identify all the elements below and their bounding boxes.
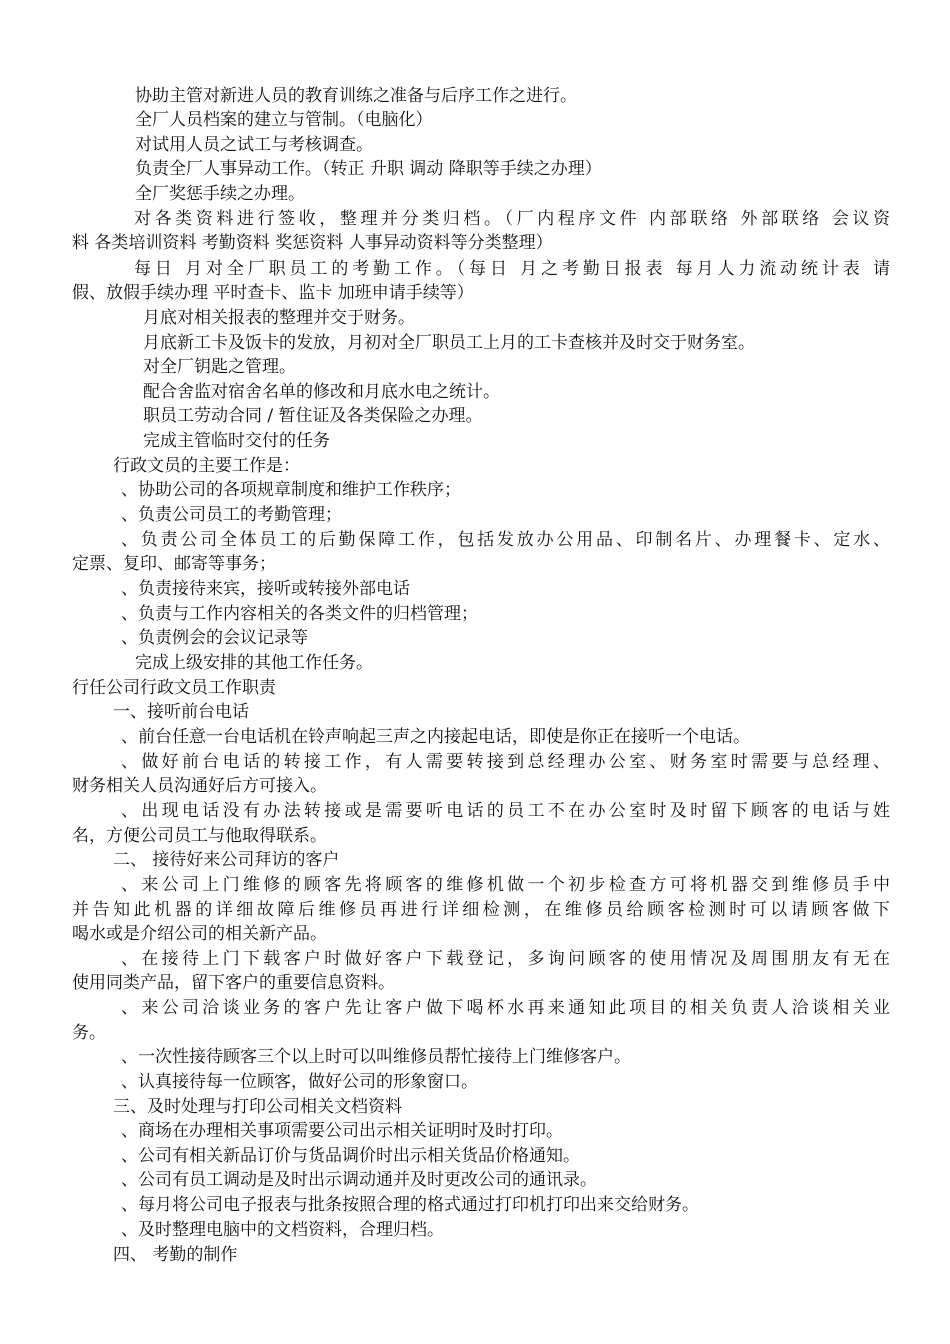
text-line: 并告知此机器的详细故障后维修员再进行详细检测，在维修员给顾客检测时可以请顾客做下 xyxy=(72,900,890,920)
list-item: 、负责例会的会议记录等 xyxy=(121,628,308,648)
text-line: 财务相关人员沟通好后方可接入。 xyxy=(72,776,327,796)
text-line: 负责全厂人事异动工作。（转正 升职 调动 降职等手续之办理） xyxy=(135,159,602,179)
list-item: 、负责接待来宾，接听或转接外部电话 xyxy=(121,579,410,599)
text-line: 对试用人员之试工与考核调查。 xyxy=(135,135,373,155)
section-heading: 行政文员的主要工作是： xyxy=(113,456,300,476)
list-item: 、出现电话没有办法转接或是需要听电话的员工不在办公室时及时留下顾客的电话与姓 xyxy=(121,801,890,821)
text-line: 完成上级安排的其他工作任务。 xyxy=(135,653,373,673)
text-line: 喝水或是介绍公司的相关新产品。 xyxy=(72,924,327,944)
list-item: 、公司有员工调动是及时出示调动通并及时更改公司的通讯录。 xyxy=(121,1170,597,1190)
text-line: 对全厂钥匙之管理。 xyxy=(143,357,296,377)
list-item: 、认真接待每一位顾客，做好公司的形象窗口。 xyxy=(121,1072,478,1092)
text-line: 月底对相关报表的整理并交于财务。 xyxy=(143,308,415,328)
text-line: 协助主管对新进人员的教育训练之准备与后序工作之进行。 xyxy=(135,86,577,106)
list-item: 、做好前台电话的转接工作，有人需要转接到总经理办公室、财务室时需要与总经理、 xyxy=(121,752,890,772)
list-item: 、来公司洽谈业务的客户先让客户做下喝杯水再来通知此项目的相关负责人洽谈相关业 xyxy=(121,998,890,1018)
text-line: 假、放假手续办理 平时查卡、监卡 加班申请手续等） xyxy=(72,283,474,303)
section-heading: 四、 考勤的制作 xyxy=(113,1245,238,1265)
list-item: 、协助公司的各项规章制度和维护工作秩序； xyxy=(121,480,461,500)
text-line: 完成主管临时交付的任务 xyxy=(143,431,330,451)
section-heading: 一、接听前台电话 xyxy=(113,702,249,722)
list-item: 、公司有相关新品订价与货品调价时出示相关货品价格通知。 xyxy=(121,1146,580,1166)
text-line: 全厂奖惩手续之办理。 xyxy=(135,184,305,204)
text-line: 对各类资料进行签收，整理并分类归档。（厂内程序文件 内部联络 外部联络 会议资 xyxy=(134,209,890,229)
text-line: 使用同类产品，留下客户的重要信息资料。 xyxy=(72,973,395,993)
section-heading: 二、 接待好来公司拜访的客户 xyxy=(113,850,340,870)
text-line: 名，方便公司员工与他取得联系。 xyxy=(72,826,327,846)
list-item: 、在接待上门下载客户时做好客户下载登记，多询问顾客的使用情况及周围朋友有无在 xyxy=(121,949,890,969)
list-item: 、及时整理电脑中的文档资料，合理归档。 xyxy=(121,1220,444,1240)
list-item: 、负责公司员工的考勤管理； xyxy=(121,505,342,525)
list-item: 、每月将公司电子报表与批条按照合理的格式通过打印机打印出来交给财务。 xyxy=(121,1195,699,1215)
text-line: 料 各类培训资料 考勤资料 奖惩资料 人事异动资料等分类整理） xyxy=(72,233,553,253)
text-line: 全厂人员档案的建立与管制。（电脑化） xyxy=(135,110,433,130)
text-line: 定票、复印、邮寄等事务； xyxy=(72,554,276,574)
list-item: 、商场在办理相关事项需要公司出示相关证明时及时打印。 xyxy=(121,1121,563,1141)
list-item: 、前台任意一台电话机在铃声响起三声之内接起电话，即使是你正在接听一个电话。 xyxy=(121,727,750,747)
list-item: 、负责公司全体员工的后勤保障工作，包括发放办公用品、印制名片、办理餐卡、定水、 xyxy=(121,530,890,550)
text-line: 每日 月对全厂职员工的考勤工作。（每日 月之考勤日报表 每月人力流动统计表 请 xyxy=(134,259,890,279)
text-line: 务。 xyxy=(72,1023,106,1043)
list-item: 、一次性接待顾客三个以上时可以叫维修员帮忙接待上门维修客户。 xyxy=(121,1047,631,1067)
list-item: 、来公司上门维修的顾客先将顾客的维修机做一个初步检查方可将机器交到维修员手中 xyxy=(121,875,890,895)
document-title: 行任公司行政文员工作职责 xyxy=(72,678,276,698)
section-heading: 三、及时处理与打印公司相关文档资料 xyxy=(113,1097,402,1117)
text-line: 配合舍监对宿舍名单的修改和月底水电之统计。 xyxy=(143,382,500,402)
list-item: 、负责与工作内容相关的各类文件的归档管理； xyxy=(121,604,478,624)
text-line: 月底新工卡及饭卡的发放，月初对全厂职员工上月的工卡查核并及时交于财务室。 xyxy=(143,333,755,353)
text-line: 职员工劳动合同 / 暂住证及各类保险之办理。 xyxy=(143,406,483,426)
